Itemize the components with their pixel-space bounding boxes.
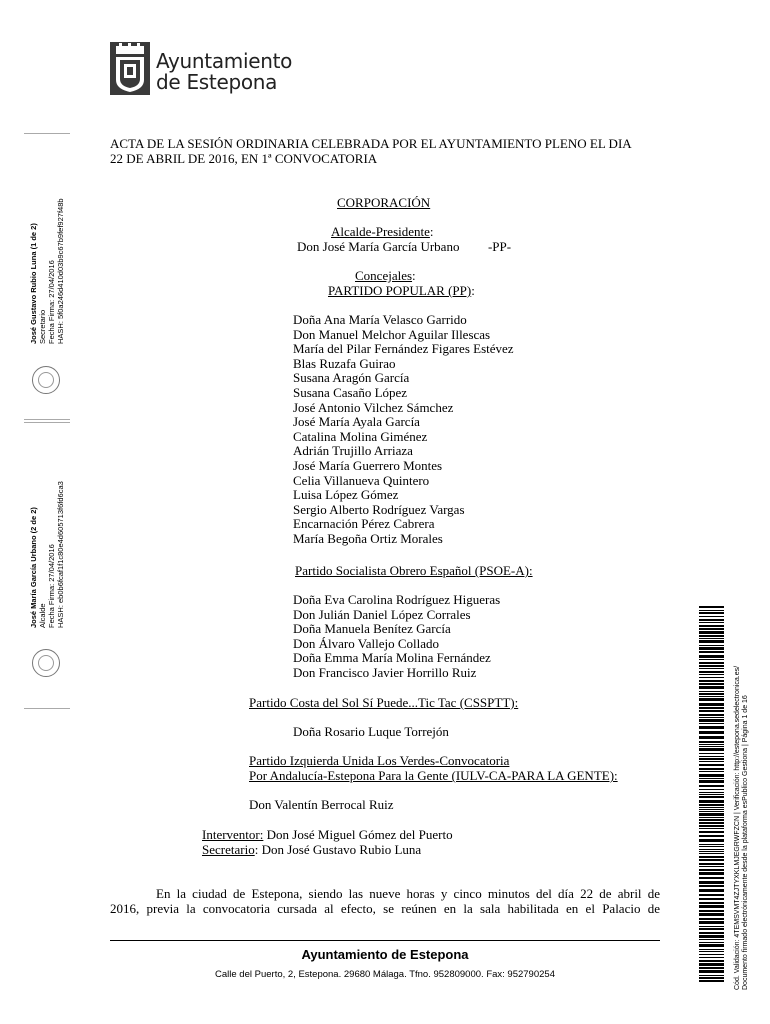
interventor-label: Interventor: bbox=[202, 827, 264, 842]
signature-1-date: Fecha Firma: 27/04/2016 bbox=[47, 260, 56, 344]
footer-name: Ayuntamiento de Estepona bbox=[301, 947, 469, 962]
list-item: Don Álvaro Vallejo Collado bbox=[293, 635, 439, 651]
logo-text bbox=[156, 51, 292, 93]
list-item: Catalina Molina Giménez bbox=[293, 428, 428, 444]
psoe-members-list bbox=[293, 593, 500, 681]
verification-line1: Cód. Validación: 4TEMSVMT4ZJTYXKLMJEGRWFZCN | Verificación: http://estepona.sedelectronica.es/ bbox=[734, 665, 741, 990]
list-item: Doña Manuela Benítez García bbox=[293, 621, 451, 637]
signature-1-signer: José Gustavo Rubio Luna (1 de 2) bbox=[29, 223, 38, 344]
csspt-label: Partido Costa del Sol Sí Puede...Tic Tac (CSSPTT): bbox=[249, 695, 519, 710]
alcalde-label-row: Alcalde-Presidente: bbox=[331, 224, 434, 239]
list-item: Celia Villanueva Quintero bbox=[293, 472, 430, 488]
list-item: José María Ayala García bbox=[293, 414, 420, 430]
iulv-label-line1: Partido Izquierda Unida Los Verdes-Convocatoria bbox=[249, 753, 510, 768]
logo-crest-icon bbox=[110, 42, 150, 95]
signature-block-1 bbox=[24, 133, 70, 420]
document-title bbox=[110, 137, 670, 166]
footer-address: Calle del Puerto, 2, Estepona. 29680 Málaga. Tfno. 952809000. Fax: 952790254 bbox=[215, 969, 555, 980]
list-item: Don Julián Daniel López Corrales bbox=[293, 606, 471, 622]
interventor-row bbox=[202, 828, 453, 843]
list-item: María Begoña Ortiz Morales bbox=[293, 530, 443, 546]
signature-2-role: Alcalde bbox=[38, 603, 47, 628]
signature-2-date: Fecha Firma: 27/04/2016 bbox=[47, 544, 56, 628]
signature-1-seal-icon bbox=[32, 366, 60, 394]
alcalde-row bbox=[297, 240, 511, 255]
corporacion-heading: CORPORACIÓN bbox=[337, 195, 431, 210]
psoe-label: Partido Socialista Obrero Español (PSOE-A): bbox=[295, 563, 533, 578]
secretario-row bbox=[202, 843, 421, 858]
list-item: Susana Aragón García bbox=[293, 370, 410, 386]
iulv-label-line2: Por Andalucía-Estepona Para la Gente (IULV-CA-PARA LA GENTE): bbox=[249, 768, 618, 783]
signature-2-signer: José María García Urbano (2 de 2) bbox=[29, 507, 38, 628]
alcalde-label: Alcalde-Presidente bbox=[331, 224, 430, 239]
concejales-label-row: Concejales: bbox=[355, 268, 416, 283]
list-item: Don Francisco Javier Horrillo Ruiz bbox=[293, 664, 477, 680]
list-item: Don Manuel Melchor Aguilar Illescas bbox=[293, 326, 491, 342]
signature-block-2 bbox=[24, 422, 70, 709]
list-item: Encarnación Pérez Cabrera bbox=[293, 516, 435, 532]
alcalde-name: Don José María García Urbano bbox=[297, 239, 460, 254]
footer-divider bbox=[110, 940, 660, 941]
list-item: José Antonio Vilchez Sámchez bbox=[293, 399, 454, 415]
iulv-member: Don Valentín Berrocal Ruiz bbox=[249, 797, 394, 812]
list-item: Luisa López Gómez bbox=[293, 487, 399, 503]
signature-2-hash: HASH: eb0b6fcaf1f1c80e4d605713f6fd6ca3 bbox=[56, 481, 65, 628]
pp-members-list bbox=[293, 313, 514, 547]
list-item: Doña Ana María Velasco Garrido bbox=[293, 312, 467, 327]
alcalde-party: -PP- bbox=[487, 239, 512, 254]
signature-1-hash: HASH: 5f0a246d410d03b9c67b9fef927f48b bbox=[56, 198, 65, 344]
secretario-name: : Don José Gustavo Rubio Luna bbox=[254, 842, 422, 857]
body-paragraph-line2: 2016, previa la convocatoria cursada al efecto, se reúnen en la sala habilitada en el Palacio de bbox=[110, 901, 660, 916]
list-item: José María Guerrero Montes bbox=[293, 457, 443, 473]
pp-label-row: PARTIDO POPULAR (PP): bbox=[328, 283, 475, 298]
title-line1: ACTA DE LA SESIÓN ORDINARIA CELEBRADA POR EL AYUNTAMIENTO PLENO EL DIA bbox=[110, 136, 632, 151]
list-item: Blas Ruzafa Guirao bbox=[293, 355, 396, 371]
secretario-label: Secretario bbox=[202, 842, 255, 857]
list-item: Doña Eva Carolina Rodríguez Higueras bbox=[293, 592, 501, 607]
logo-line1: Ayuntamiento bbox=[156, 49, 293, 73]
list-item: María del Pilar Fernández Figares Estévez bbox=[293, 341, 514, 357]
body-paragraph-line1: En la ciudad de Estepona, siendo las nueve horas y cinco minutos del día 22 de abril de bbox=[156, 886, 660, 901]
signature-1-role: Secretario bbox=[38, 309, 47, 344]
list-item: Susana Casaño López bbox=[293, 384, 408, 400]
csspt-member: Doña Rosario Luque Torrejón bbox=[293, 724, 449, 739]
title-line2: 22 DE ABRIL DE 2016, EN 1ª CONVOCATORIA bbox=[110, 150, 378, 166]
barcode-icon bbox=[699, 606, 724, 982]
pp-label: PARTIDO POPULAR (PP) bbox=[328, 283, 472, 298]
interventor-name: Don José Miguel Gómez del Puerto bbox=[266, 827, 453, 842]
list-item: Adrián Trujillo Arriaza bbox=[293, 443, 413, 459]
signature-1-text bbox=[29, 144, 65, 344]
verification-line2: Documento firmado electrónicamente desde la plataforma esPublico Gestiona | Página 1 de 16 bbox=[742, 695, 749, 990]
concejales-label: Concejales bbox=[355, 268, 413, 283]
list-item: Sergio Alberto Rodríguez Vargas bbox=[293, 501, 465, 517]
list-item: Doña Emma María Molina Fernández bbox=[293, 650, 491, 666]
signature-2-seal-icon bbox=[32, 649, 60, 677]
verification-text bbox=[734, 666, 750, 990]
logo-line2: de Estepona bbox=[156, 70, 278, 94]
signature-2-text bbox=[29, 428, 65, 628]
